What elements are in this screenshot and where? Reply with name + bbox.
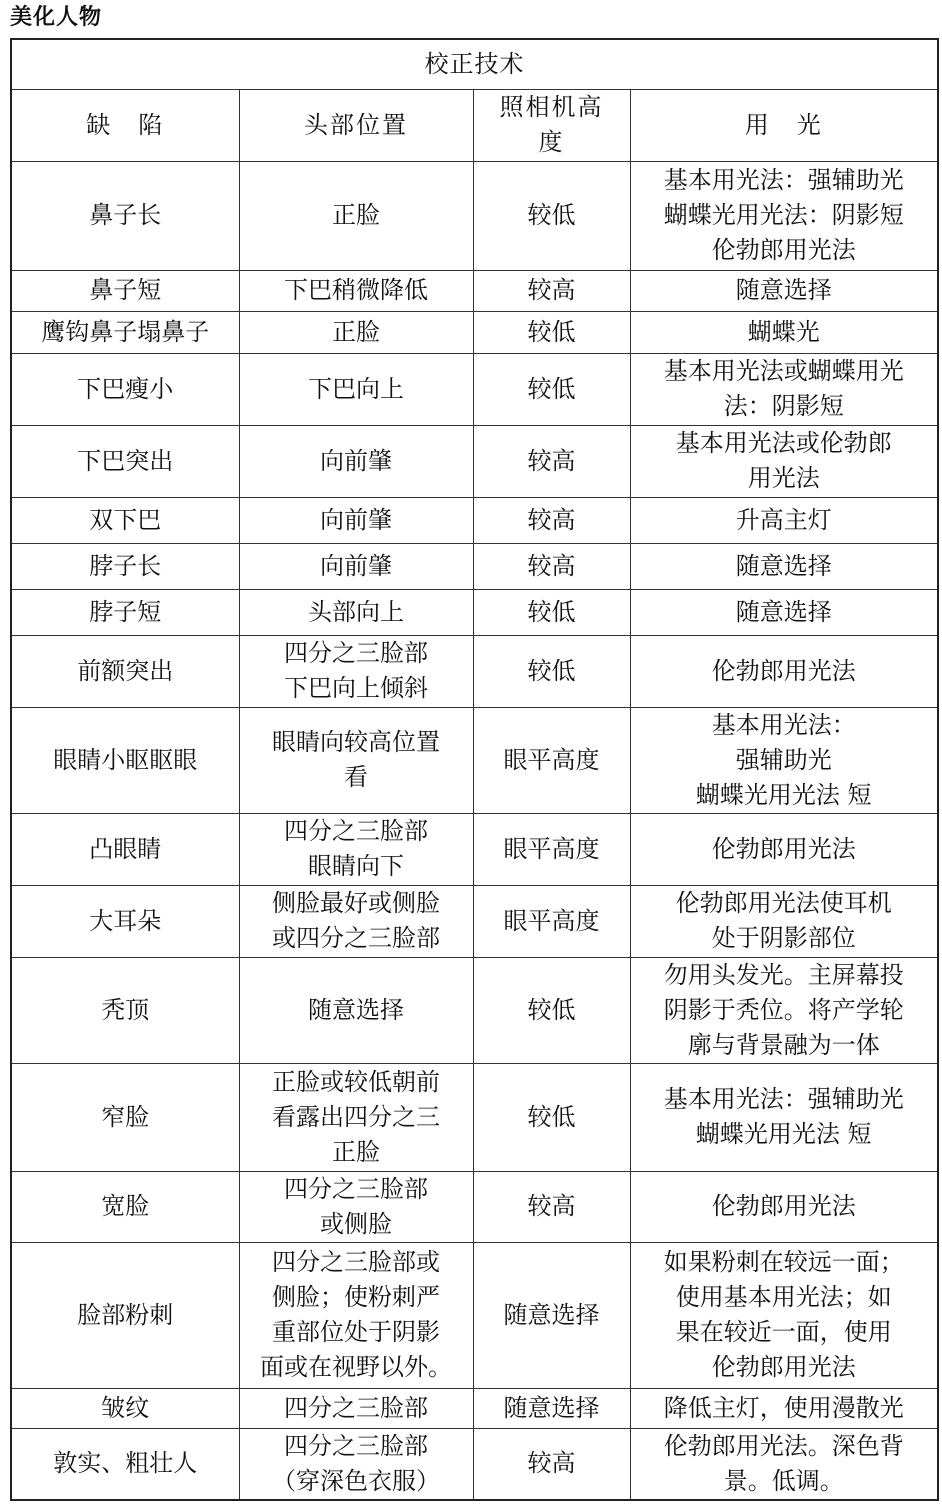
table-caption: 校正技术 <box>11 39 938 89</box>
head-position-cell: 下巴稍微降低 <box>239 270 473 311</box>
table-row <box>11 270 938 311</box>
table-row <box>11 1388 938 1428</box>
lighting-cell: 基本用光法：强辅助光 蝴蝶光用光法：阴影短 伦勃郎用光法 <box>630 161 938 270</box>
lighting-cell: 基本用光法或伦勃郎 用光法 <box>630 425 938 497</box>
table-row <box>11 1242 938 1388</box>
head-position-cell: 四分之三脸部 （穿深色衣服） <box>239 1428 473 1500</box>
camera-height-cell: 较高 <box>473 425 630 497</box>
head-position-cell: 正脸 <box>239 161 473 270</box>
lighting-cell: 基本用光法： 强辅助光 蝴蝶光用光法 短 <box>630 707 938 813</box>
camera-height-cell: 较低 <box>473 1063 630 1171</box>
camera-height-cell: 较低 <box>473 589 630 635</box>
camera-height-cell: 较高 <box>473 1171 630 1242</box>
table-row <box>11 425 938 497</box>
camera-height-cell: 眼平高度 <box>473 813 630 885</box>
table-row <box>11 813 938 885</box>
table-row <box>11 1063 938 1171</box>
table-row <box>11 161 938 270</box>
table-row <box>11 497 938 543</box>
head-position-cell: 向前肇 <box>239 497 473 543</box>
table-row <box>11 885 938 957</box>
defect-cell: 双下巴 <box>11 497 239 543</box>
defect-cell: 脸部粉刺 <box>11 1242 239 1388</box>
camera-height-cell: 较高 <box>473 543 630 589</box>
head-position-cell: 四分之三脸部 或侧脸 <box>239 1171 473 1242</box>
head-position-cell: 四分之三脸部或 侧脸；使粉刺严 重部位处于阴影 面或在视野以外。 <box>239 1242 473 1388</box>
camera-height-cell: 眼平高度 <box>473 707 630 813</box>
lighting-cell: 随意选择 <box>630 270 938 311</box>
lighting-cell: 降低主灯，使用漫散光 <box>630 1388 938 1428</box>
table-row <box>11 543 938 589</box>
defect-cell: 鼻子短 <box>11 270 239 311</box>
head-position-cell: 正脸或较低朝前 看露出四分之三 正脸 <box>239 1063 473 1171</box>
defect-cell: 大耳朵 <box>11 885 239 957</box>
lighting-cell: 伦勃郎用光法 <box>630 635 938 707</box>
head-position-cell: 向前肇 <box>239 543 473 589</box>
camera-height-cell: 较低 <box>473 957 630 1063</box>
defect-cell: 鹰钩鼻子塌鼻子 <box>11 311 239 353</box>
header-head-position: 头部位置 <box>239 89 473 161</box>
head-position-cell: 头部向上 <box>239 589 473 635</box>
defect-cell: 脖子短 <box>11 589 239 635</box>
lighting-cell: 伦勃郎用光法 <box>630 1171 938 1242</box>
lighting-cell: 勿用头发光。主屏幕投 阴影于秃位。将产学轮 廓与背景融为一体 <box>630 957 938 1063</box>
camera-height-cell: 较低 <box>473 635 630 707</box>
defect-cell: 窄脸 <box>11 1063 239 1171</box>
lighting-cell: 基本用光法：强辅助光 蝴蝶光用光法 短 <box>630 1063 938 1171</box>
lighting-cell: 基本用光法或蝴蝶用光 法：阴影短 <box>630 353 938 425</box>
head-position-cell: 正脸 <box>239 311 473 353</box>
header-lighting: 用 光 <box>630 89 938 161</box>
camera-height-cell: 较高 <box>473 1428 630 1500</box>
page-title: 美化人物 <box>10 5 103 30</box>
defect-cell: 眼睛小眍眍眼 <box>11 707 239 813</box>
defect-cell: 皱纹 <box>11 1388 239 1428</box>
head-position-cell: 下巴向上 <box>239 353 473 425</box>
lighting-cell: 如果粉刺在较远一面； 使用基本用光法；如 果在较近一面，使用 伦勃郎用光法 <box>630 1242 938 1388</box>
head-position-cell: 四分之三脸部 下巴向上倾斜 <box>239 635 473 707</box>
defect-cell: 下巴瘦小 <box>11 353 239 425</box>
camera-height-cell: 较高 <box>473 270 630 311</box>
camera-height-cell: 较低 <box>473 311 630 353</box>
camera-height-cell: 较高 <box>473 497 630 543</box>
defect-cell: 凸眼睛 <box>11 813 239 885</box>
lighting-cell: 伦勃郎用光法 <box>630 813 938 885</box>
table-row <box>11 353 938 425</box>
defect-cell: 鼻子长 <box>11 161 239 270</box>
table-row <box>11 957 938 1063</box>
table-row <box>11 707 938 813</box>
head-position-cell: 眼睛向较高位置 看 <box>239 707 473 813</box>
defect-cell: 脖子长 <box>11 543 239 589</box>
camera-height-cell: 随意选择 <box>473 1242 630 1388</box>
camera-height-cell: 较低 <box>473 161 630 270</box>
lighting-cell: 蝴蝶光 <box>630 311 938 353</box>
lighting-cell: 随意选择 <box>630 589 938 635</box>
camera-height-cell: 随意选择 <box>473 1388 630 1428</box>
lighting-cell: 伦勃郎用光法使耳机 处于阴影部位 <box>630 885 938 957</box>
head-position-cell: 向前肇 <box>239 425 473 497</box>
header-camera-height: 照相机高 度 <box>473 89 630 161</box>
table-row <box>11 1428 938 1500</box>
head-position-cell: 四分之三脸部 <box>239 1388 473 1428</box>
table-row <box>11 1171 938 1242</box>
head-position-cell: 随意选择 <box>239 957 473 1063</box>
lighting-cell: 随意选择 <box>630 543 938 589</box>
defect-cell: 前额突出 <box>11 635 239 707</box>
header-defect: 缺 陷 <box>11 89 239 161</box>
lighting-cell: 伦勃郎用光法。深色背 景。低调。 <box>630 1428 938 1500</box>
head-position-cell: 四分之三脸部 眼睛向下 <box>239 813 473 885</box>
table-row <box>11 311 938 353</box>
camera-height-cell: 眼平高度 <box>473 885 630 957</box>
lighting-cell: 升高主灯 <box>630 497 938 543</box>
defect-cell: 宽脸 <box>11 1171 239 1242</box>
defect-cell: 下巴突出 <box>11 425 239 497</box>
correction-table <box>10 38 939 1501</box>
table-row <box>11 635 938 707</box>
camera-height-cell: 较低 <box>473 353 630 425</box>
table-body <box>11 161 938 1500</box>
defect-cell: 敦实、粗壮人 <box>11 1428 239 1500</box>
head-position-cell: 侧脸最好或侧脸 或四分之三脸部 <box>239 885 473 957</box>
table-row <box>11 589 938 635</box>
defect-cell: 秃顶 <box>11 957 239 1063</box>
